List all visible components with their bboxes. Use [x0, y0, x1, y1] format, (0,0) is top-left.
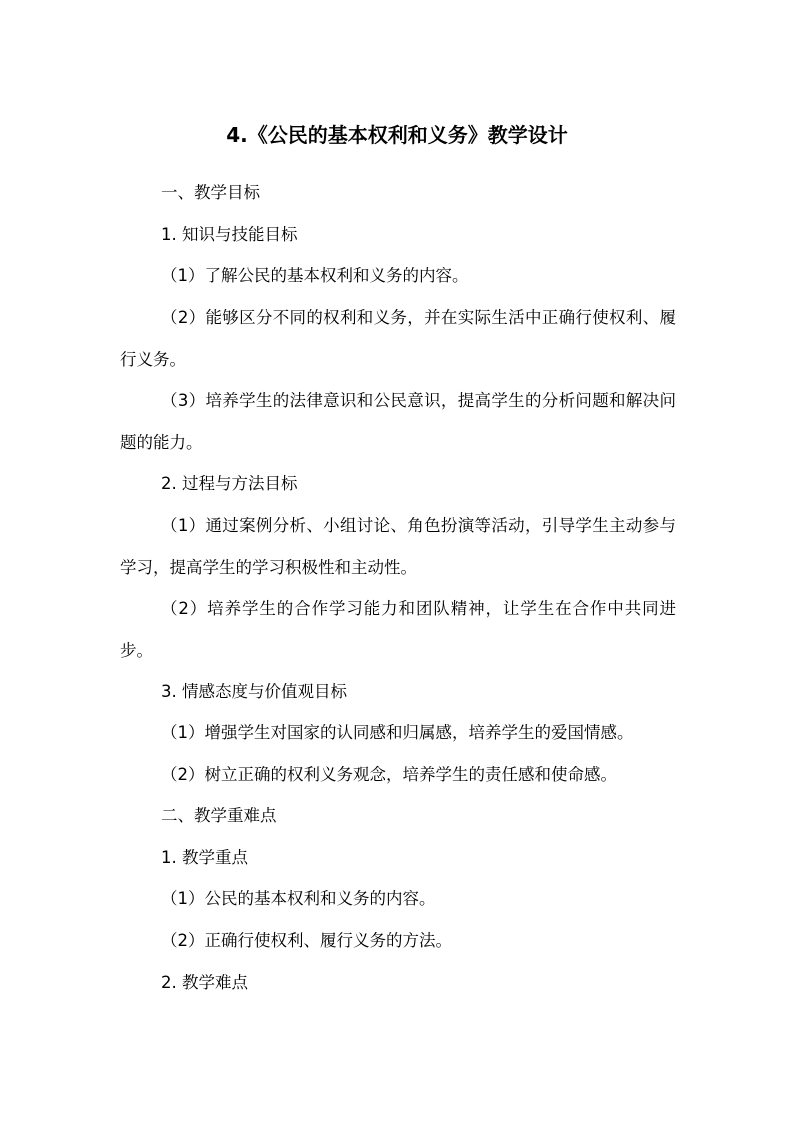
- section-heading-teaching-goals: 一、教学目标: [161, 183, 260, 202]
- subheading-process-methods: 2. 过程与方法目标: [161, 474, 298, 493]
- paragraph-focus-2: （2）正确行使权利、履行义务的方法。: [161, 931, 452, 950]
- subheading-knowledge-skills: 1. 知识与技能目标: [161, 225, 298, 244]
- subheading-teaching-difficulty: 2. 教学难点: [161, 973, 248, 992]
- section-heading-key-difficult-points: 二、教学重难点: [161, 806, 277, 825]
- paragraph-knowledge-2: （2）能够区分不同的权利和义务，并在实际生活中正确行使权利、履行义务。: [120, 308, 676, 369]
- paragraph-process-1: （1）通过案例分析、小组讨论、角色扮演等活动，引导学生主动参与学习，提高学生的学习积极性和主动性。: [120, 516, 676, 577]
- document-title: 4.《公民的基本权利和义务》教学设计: [226, 123, 568, 147]
- paragraph-process-2: （2）培养学生的合作学习能力和团队精神，让学生在合作中共同进步。: [120, 599, 676, 660]
- subheading-emotion-values: 3. 情感态度与价值观目标: [161, 682, 347, 701]
- paragraph-focus-1: （1）公民的基本权利和义务的内容。: [161, 889, 436, 908]
- paragraph-knowledge-3: （3）培养学生的法律意识和公民意识，提高学生的分析问题和解决问题的能力。: [120, 391, 676, 452]
- paragraph-emotion-1: （1）增强学生对国家的认同感和归属感，培养学生的爱国情感。: [161, 723, 634, 742]
- subheading-teaching-focus: 1. 教学重点: [161, 848, 248, 867]
- paragraph-knowledge-1: （1）了解公民的基本权利和义务的内容。: [161, 266, 469, 285]
- paragraph-emotion-2: （2）树立正确的权利义务观念，培养学生的责任感和使命感。: [161, 765, 617, 784]
